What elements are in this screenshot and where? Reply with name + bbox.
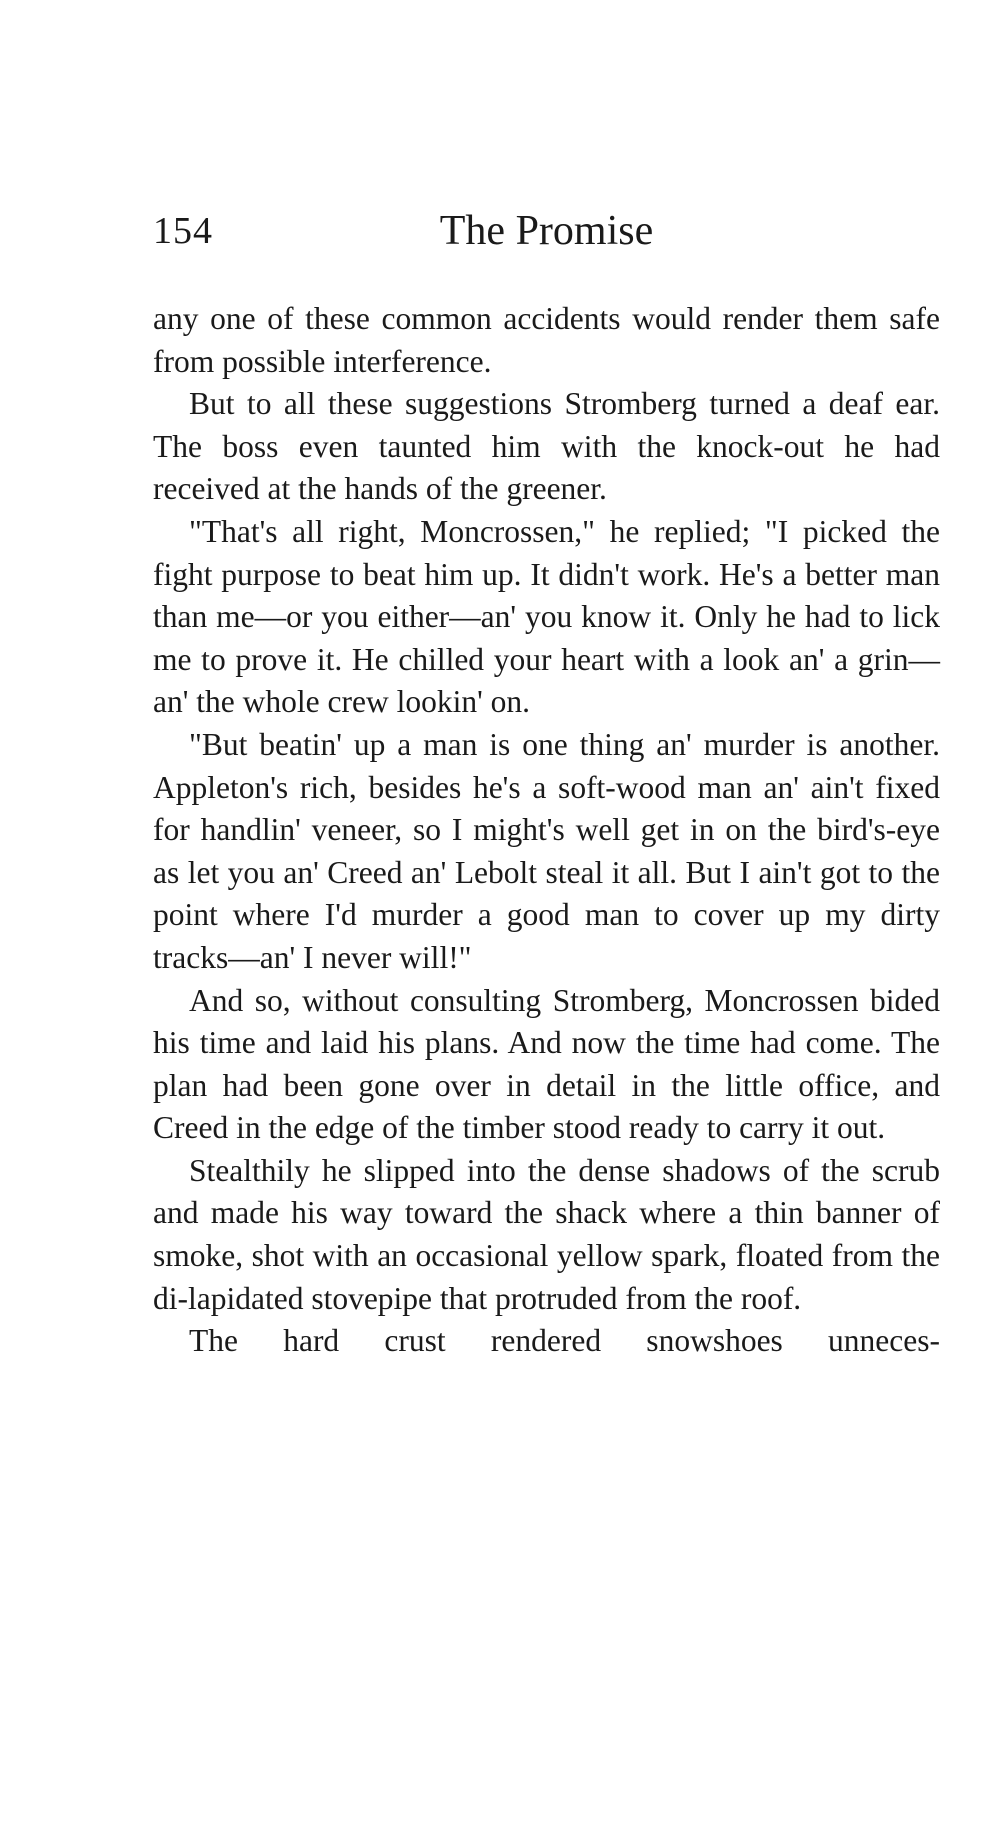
paragraph: But to all these suggestions Stromberg turned a deaf ear. The boss even taunted him with the knock-out he had received at the hands of the greener. bbox=[153, 386, 940, 507]
paragraph: The hard crust rendered snowshoes unneces- bbox=[189, 1323, 940, 1359]
body-text bbox=[153, 298, 940, 1363]
paragraph: any one of these common accidents would render them safe from possible interference. bbox=[153, 301, 940, 379]
paragraph: And so, without consulting Stromberg, Moncrossen bided his time and laid his plans. And now the time had come. The plan had been gone over in detail in the little office, and Creed in the edge of the timber stood ready to carry it out. bbox=[153, 982, 940, 1146]
page-header bbox=[153, 205, 940, 257]
paragraph: "But beatin' up a man is one thing an' murder is another. Appleton's rich, besides he's a soft-wood man an' ain't fixed for handlin' veneer, so I might's well get in on the bird's-eye as let you an' Creed an' Lebolt steal it all. But I ain't got to the point where I'd murder a good man to cover up my dirty tracks—an' I never will!" bbox=[153, 726, 940, 975]
running-title: The Promise bbox=[439, 208, 654, 254]
paragraph: "That's all right, Moncrossen," he replied; "I picked the fight purpose to beat him up. It didn't work. He's a better man than me—or you either—an' you know it. Only he had to lick me to prove it. He chilled your heart with a look an' a grin—an' the whole crew lookin' on. bbox=[153, 513, 940, 720]
paragraph: Stealthily he slipped into the dense shadows of the scrub and made his way toward the shack where a thin banner of smoke, shot with an occasional yellow spark, floated from the di-lapidated stovepipe that protruded from the roof. bbox=[153, 1152, 940, 1316]
page-number: 154 bbox=[153, 210, 213, 252]
